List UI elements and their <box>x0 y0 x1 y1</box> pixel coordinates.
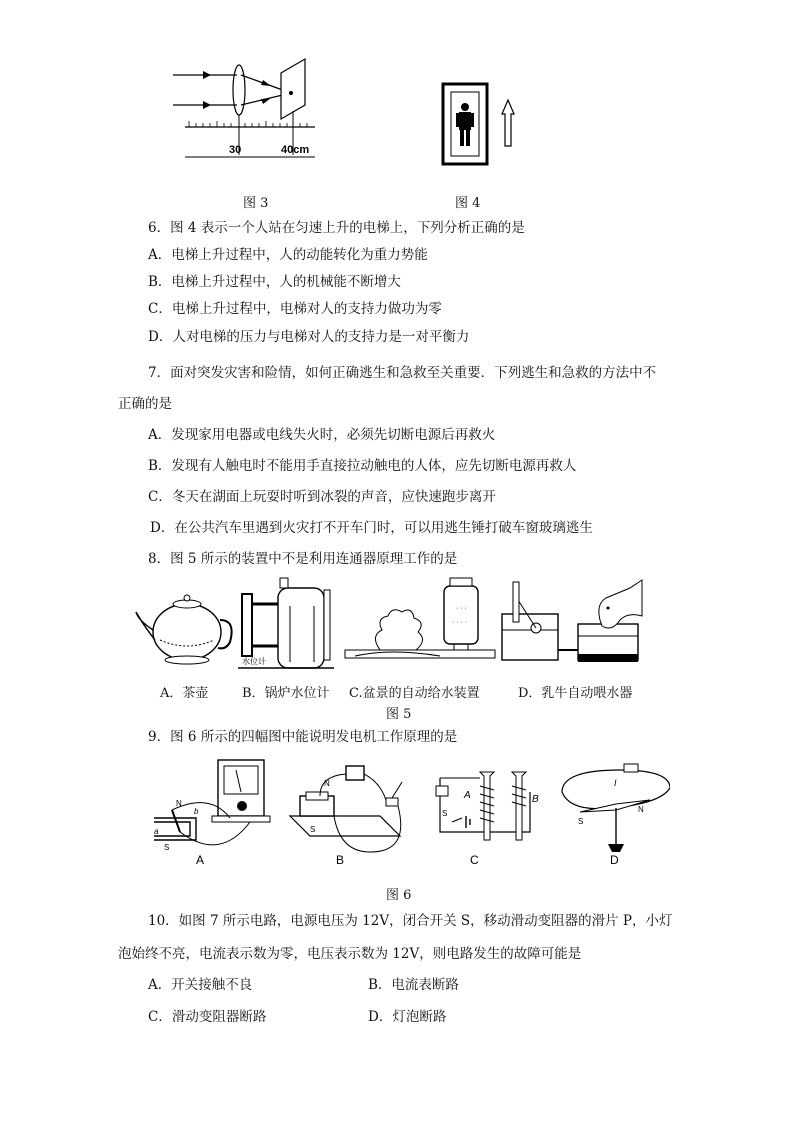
fig6-letter-c: C <box>470 853 479 867</box>
fig6c-label-a: A <box>464 790 471 801</box>
q10-option-b: B．电流表断路 <box>368 977 459 993</box>
fig6-letter-a: A <box>196 853 205 867</box>
q6-option-a: A．电梯上升过程中，人的动能转化为重力势能 <box>148 247 428 263</box>
fig6-caption: 图 6 <box>386 888 412 903</box>
q7-stem-line1: 7．面对突发灾害和险情，如何正确逃生和急救至关重要．下列逃生和急救的方法中不 <box>148 365 657 381</box>
fig6a-b: b <box>194 807 199 816</box>
fig5-caption-c: C.盆景的自动给水装置 <box>349 686 480 701</box>
q10-stem-line1: 10．如图 7 所示电路，电源电压为 12V，闭合开关 S，移动滑动变阻器的滑片 P，小灯 <box>148 913 673 929</box>
fig3-tick-40: 40cm <box>281 144 310 156</box>
galvanometer-circuit-icon <box>154 760 270 852</box>
compass-wire-icon <box>562 764 670 852</box>
q10-option-c: C．滑动变阻器断路 <box>148 1009 267 1025</box>
q7-option-c: C．冬天在湖面上玩耍时听到冰裂的声音，应快速跑步离开 <box>148 489 496 505</box>
q7-option-d: D．在公共汽车里遇到火灾打不开车门时，可以用逃生锤打破车窗玻璃逃生 <box>150 520 593 536</box>
fig6a-s: S <box>164 843 170 852</box>
q7-option-a: A．发现家用电器或电线失火时，必须先切断电源后再救火 <box>148 427 496 443</box>
fig6d-n: N <box>638 805 644 814</box>
figure-4-elevator <box>440 80 530 170</box>
fig5-caption-a: A．茶壶 <box>160 686 209 701</box>
teapot-icon <box>136 595 232 664</box>
electromagnet-screws-icon <box>436 772 539 840</box>
q6-stem: 6．图 4 表示一个人站在匀速上升的电梯上，下列分析正确的是 <box>148 220 525 236</box>
q9-stem: 9．图 6 所示的四幅图中能说明发电机工作原理的是 <box>148 729 458 745</box>
fig5-caption-d: D．乳牛自动喂水器 <box>518 686 633 701</box>
q6-option-c: C．电梯上升过程中，电梯对人的支持力做功为零 <box>148 301 442 317</box>
svg-text:· · ·: · · · <box>456 605 467 612</box>
fig5-caption: 图 5 <box>386 707 412 722</box>
fig5-caption-b: B．锅炉水位计 <box>242 686 330 701</box>
fig6a-a: a <box>154 827 159 836</box>
q8-stem: 8．图 5 所示的装置中不是利用连通器原理工作的是 <box>148 551 458 567</box>
bonsai-waterer-icon <box>345 578 495 658</box>
fig6a-n: N <box>176 799 182 808</box>
fig4-caption: 图 4 <box>455 196 481 211</box>
figure-6-electromagnetism <box>150 752 670 870</box>
fig3-caption: 图 3 <box>243 196 269 211</box>
fig3-tick-30: 30 <box>229 144 242 156</box>
boiler-gauge-icon <box>238 578 334 668</box>
figure-3-lens-diagram <box>165 55 325 165</box>
fig6b-s: S <box>310 825 316 834</box>
svg-text:· · · ·: · · · · <box>452 619 468 626</box>
water-gauge-label: 水位计 <box>242 657 266 666</box>
q10-option-a: A．开关接触不良 <box>148 977 253 993</box>
fig6b-n: N <box>324 779 330 788</box>
q7-stem-line2: 正确的是 <box>118 396 172 412</box>
q6-option-b: B．电梯上升过程中，人的机械能不断增大 <box>148 274 401 290</box>
fig6d-i: I <box>614 778 617 788</box>
fig6d-s: S <box>578 817 584 826</box>
motor-board-icon <box>290 766 402 852</box>
fig6c-label-b: B <box>532 794 539 805</box>
cow-feeder-icon <box>502 580 642 662</box>
fig6-letter-d: D <box>610 853 619 867</box>
q10-stem-line2: 泡始终不亮，电流表示数为零，电压表示数为 12V，则电路发生的故障可能是 <box>118 946 582 962</box>
fig6-letter-b: B <box>336 853 345 867</box>
fig6c-s: S <box>442 809 448 818</box>
figure-5-devices <box>130 570 650 678</box>
q10-option-d: D．灯泡断路 <box>368 1009 447 1025</box>
q7-option-b: B．发现有人触电时不能用手直接拉动触电的人体，应先切断电源再救人 <box>148 458 577 474</box>
q6-option-d: D．人对电梯的压力与电梯对人的支持力是一对平衡力 <box>148 329 470 345</box>
